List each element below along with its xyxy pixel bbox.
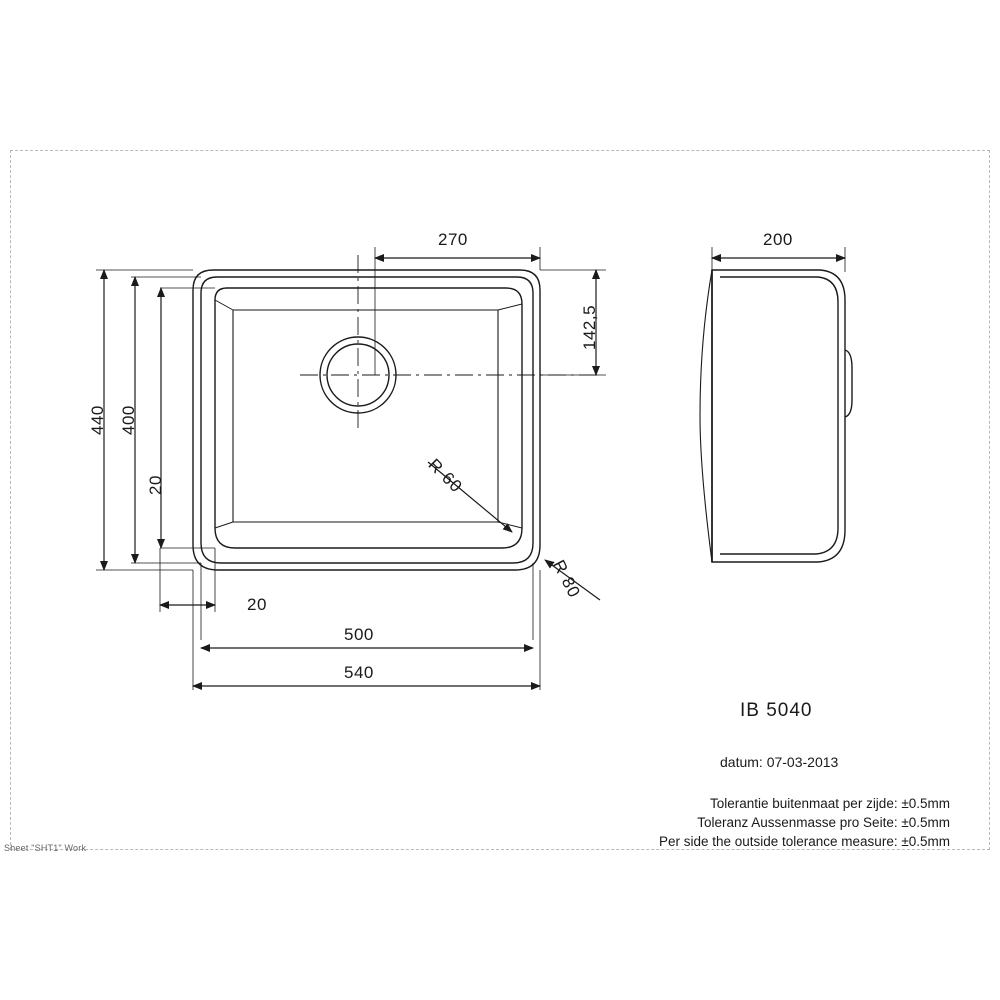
front-view-outline	[193, 270, 540, 570]
dim-label-540: 540	[344, 663, 374, 682]
dim-label-270: 270	[438, 230, 468, 249]
side-extension-lines	[712, 247, 845, 272]
radius-label-80: R 80	[549, 557, 585, 602]
dim-label-440: 440	[88, 405, 107, 435]
tolerance-de: Toleranz Aussenmasse pro Seite: ±0.5mm	[697, 815, 950, 830]
dim-label-20-vertical: 20	[146, 475, 165, 495]
tolerance-nl: Tolerantie buitenmaat per zijde: ±0.5mm	[709, 796, 950, 811]
model-name: IB 5040	[740, 700, 813, 721]
drawing-date: datum: 07-03-2013	[720, 754, 839, 770]
sheet-tag: Sheet "SHT1" Work	[4, 843, 87, 853]
tolerance-en: Per side the outside tolerance measure: ±0.5mm	[658, 834, 950, 849]
dim-label-400: 400	[119, 405, 138, 435]
dim-label-20-horizontal: 20	[247, 595, 267, 614]
dim-label-500: 500	[344, 625, 374, 644]
extension-lines	[96, 247, 606, 690]
radius-label-60: R 60	[424, 455, 467, 497]
dim-label-142-5: 142,5	[580, 304, 599, 350]
dim-label-200: 200	[763, 230, 793, 249]
side-view-outline	[700, 270, 852, 562]
title-block	[620, 700, 950, 851]
